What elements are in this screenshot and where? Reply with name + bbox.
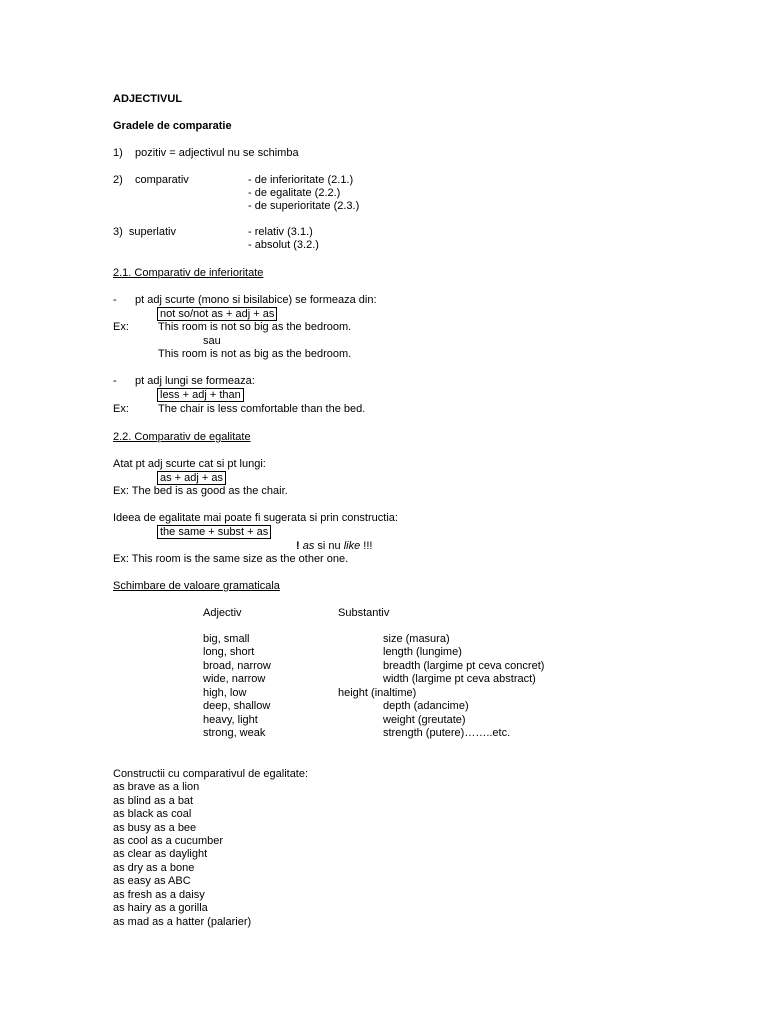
heading-schimbare: Schimbare de valoare gramaticala <box>113 580 280 592</box>
paragraph: Atat pt adj scurte cat si pt lungi: <box>113 458 266 470</box>
example-label: Ex: <box>113 321 129 333</box>
sau-text: sau <box>203 335 221 347</box>
sub-item: - de egalitate (2.2.) <box>248 187 341 199</box>
section-subtitle: Gradele de comparatie <box>113 120 232 132</box>
bullet-dash: - <box>113 375 117 387</box>
table-cell-subst: strength (putere)……..etc. <box>383 727 511 739</box>
table-cell-subst: size (masura) <box>383 633 450 645</box>
table-cell-adj: heavy, light <box>203 714 258 726</box>
table-cell-adj: long, short <box>203 646 255 658</box>
heading-egalitate: 2.2. Comparativ de egalitate <box>113 431 251 443</box>
list-number: 2) <box>113 174 123 186</box>
table-cell-subst: depth (adancime) <box>383 700 469 712</box>
page-title: ADJECTIVUL <box>113 93 183 105</box>
table-cell-adj: broad, narrow <box>203 660 271 672</box>
table-cell-subst: height (inaltime) <box>338 687 417 699</box>
list-item-comparativ: comparativ <box>135 174 189 186</box>
example-sentence: Ex: The bed is as good as the chair. <box>113 485 288 497</box>
list-item: as busy as a bee <box>113 822 197 834</box>
list-item: as brave as a lion <box>113 781 200 793</box>
list-item: as hairy as a gorilla <box>113 902 208 914</box>
list-number: 1) <box>113 147 123 159</box>
table-cell-adj: strong, weak <box>203 727 266 739</box>
sub-item: - absolut (3.2.) <box>248 239 319 251</box>
note-like: like <box>343 540 361 552</box>
note-as-not-like <box>296 540 372 554</box>
list-item: as cool as a cucumber <box>113 835 224 847</box>
example-sentence: The chair is less comfortable than the bed. <box>158 403 366 415</box>
formula-box: less + adj + than <box>157 388 244 402</box>
column-header-substantiv: Substantiv <box>338 607 390 619</box>
list-item: as easy as ABC <box>113 875 191 887</box>
paragraph-constructii: Constructii cu comparativul de egalitate: <box>113 768 309 780</box>
table-cell-adj: big, small <box>203 633 250 645</box>
list-item: as dry as a bone <box>113 862 195 874</box>
formula-box: not so/not as + adj + as <box>157 307 277 321</box>
list-item-pozitiv: pozitiv = adjectivul nu se schimba <box>135 147 299 159</box>
list-item: as clear as daylight <box>113 848 208 860</box>
note-as: as <box>302 540 315 552</box>
paragraph: Ideea de egalitate mai poate fi sugerata si prin constructia: <box>113 512 398 524</box>
formula-box: as + adj + as <box>157 471 226 485</box>
table-cell-adj: wide, narrow <box>203 673 266 685</box>
sub-item: - relativ (3.1.) <box>248 226 313 238</box>
sub-item: - de inferioritate (2.1.) <box>248 174 354 186</box>
list-item: as black as coal <box>113 808 192 820</box>
list-item: as fresh as a daisy <box>113 889 205 901</box>
example-sentence: This room is not so big as the bedroom. <box>158 321 352 333</box>
sub-item: - de superioritate (2.3.) <box>248 200 360 212</box>
note-middle: si nu <box>314 540 344 552</box>
heading-inferioritate: 2.1. Comparativ de inferioritate <box>113 267 264 279</box>
bullet-text: pt adj lungi se formeaza: <box>135 375 255 387</box>
column-header-adjectiv: Adjectiv <box>203 607 242 619</box>
bullet-text: pt adj scurte (mono si bisilabice) se formeaza din: <box>135 294 377 306</box>
table-cell-subst: breadth (largime pt ceva concret) <box>383 660 545 672</box>
formula-box: the same + subst + as <box>157 525 271 539</box>
exclamation-mark: ! <box>296 540 300 552</box>
table-cell-subst: length (lungime) <box>383 646 462 658</box>
example-label: Ex: <box>113 403 129 415</box>
note-end: !!! <box>360 540 373 552</box>
table-cell-adj: high, low <box>203 687 247 699</box>
table-cell-subst: width (largime pt ceva abstract) <box>383 673 536 685</box>
example-sentence: Ex: This room is the same size as the other one. <box>113 553 349 565</box>
list-item-superlativ: 3) superlativ <box>113 226 176 238</box>
table-cell-adj: deep, shallow <box>203 700 271 712</box>
table-cell-subst: weight (greutate) <box>383 714 466 726</box>
list-item: as mad as a hatter (palarier) <box>113 916 252 928</box>
list-item: as blind as a bat <box>113 795 194 807</box>
example-sentence: This room is not as big as the bedroom. <box>158 348 352 360</box>
bullet-dash: - <box>113 294 117 306</box>
